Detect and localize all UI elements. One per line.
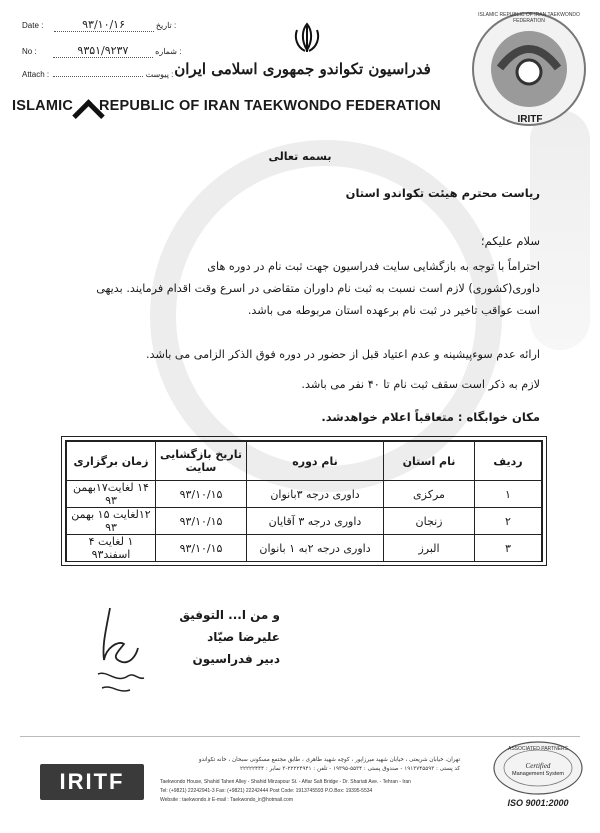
cell-row-no: ۱	[475, 481, 542, 508]
col-header-course: نام دوره	[247, 442, 384, 481]
cell-course: داوری درجه ۳بانوان	[247, 481, 384, 508]
cert-label-1: Certified	[525, 762, 551, 770]
handwritten-signature	[88, 600, 158, 700]
cell-site-opening: ۹۳/۱۰/۱۵	[156, 535, 247, 562]
paragraph-1-line-2: داوری(کشوری) لازم است نسبت به ثبت نام داوران متقاضی در اسرع وقت اقدام فرمایند. بدیهی	[96, 282, 540, 295]
recipient-line: ریاست محترم هیئت تکواندو استان	[345, 186, 540, 200]
federation-name-en-part-2: REPUBLIC OF IRAN TAEKWONDO FEDERATION	[99, 98, 441, 114]
iso-label: ISO 9001:2000	[507, 798, 569, 808]
letter-paragraph-3: لازم به ذکر است سقف ثبت نام تا ۴۰ نفر می باشد.	[301, 378, 540, 391]
cell-site-opening: ۹۳/۱۰/۱۵	[156, 508, 247, 535]
footer-address-fa-line-1: تهران، خیابان شریعتی ، خیابان شهید میرزاپور ، کوچه شهید طاهری ، طابق مجتمع مسکونی سبحان ، خانه تکواندو	[198, 757, 460, 763]
table-header-row	[67, 442, 542, 481]
number-row	[22, 44, 202, 58]
col-header-site-opening-line-2: سایت	[185, 461, 217, 474]
iran-emblem-icon	[292, 22, 322, 54]
number-label-en: No :	[22, 47, 37, 56]
paragraph-1-line-3: است عواقب تاخیر در ثبت نام برعهده استان مربوطه می باشد.	[247, 304, 540, 317]
federation-logo-icon	[470, 10, 588, 128]
courses-table-frame	[61, 436, 547, 566]
federation-logo	[470, 10, 588, 128]
table-row	[67, 508, 542, 535]
logo-ring-text: ISLAMIC REPUBLIC OF IRAN TAEKWONDO FEDERATION	[478, 12, 580, 24]
signatory-title: دبیر فدراسیون	[192, 652, 280, 666]
letter-paragraph-2: ارائه عدم سوءپیشینه و عدم اعتیاد قبل از حضور در دوره فوق الذکر الزامی می باشد.	[146, 348, 540, 361]
chevron-icon	[73, 98, 99, 112]
footer-address-en-line-3: Website : taekwondo.ir E-mail : Taekwondo_ir@hotmail.com	[160, 797, 294, 803]
col-header-site-opening	[156, 442, 247, 481]
footer-address-fa	[160, 756, 460, 774]
cell-course: داوری درجه ۲به ۱ بانوان	[247, 535, 384, 562]
federation-name-english	[12, 98, 482, 114]
footer-logo-letters: IRITF	[59, 769, 125, 794]
cell-schedule: ۱ لغایت ۴ اسفند۹۳	[67, 535, 156, 562]
cell-province: مرکزی	[384, 481, 475, 508]
attach-label-en: Attach :	[22, 70, 50, 79]
federation-name-en-part-1: ISLAMIC	[12, 98, 74, 114]
iso-certification-seal	[492, 740, 584, 810]
cert-ring-text: ASSOCIATED PARTNERS	[507, 746, 568, 752]
number-value: ۹۳۵۱/۹۲۳۷	[53, 44, 153, 58]
greeting: سلام علیکم؛	[480, 234, 540, 248]
cell-site-opening: ۹۳/۱۰/۱۵	[156, 481, 247, 508]
date-value: ۹۳/۱۰/۱۶	[54, 18, 154, 32]
federation-name-persian: فدراسیون تکواندو جمهوری اسلامی ایران	[174, 60, 431, 78]
footer-address-en-line-1: Taekwondo House, Shahid Taheri Alley - Shahid Mirzapour St. - Aftar Salt Bridge - Dr. Shariati Ave. - Tehran - Iran	[160, 779, 411, 785]
number-label-fa: شماره :	[155, 47, 182, 56]
paragraph-1-line-1: احتراماً با توجه به بازگشایی سایت فدراسیون جهت ثبت نام در دوره های	[207, 260, 540, 273]
footer-address-en-line-2: Tel: (+9821) 22242941-3 Fax: (+9821) 22242444 Post Code: 1913745593 P.O.Box: 19395-5534	[160, 788, 373, 794]
cell-course: داوری درجه ۳ آقایان	[247, 508, 384, 535]
col-header-site-opening-line-1: تاریخ بازگشایی	[159, 448, 243, 461]
footer-logo	[40, 764, 144, 800]
cell-province: البرز	[384, 535, 475, 562]
footer-divider	[20, 736, 580, 737]
footer-address-en	[160, 778, 460, 805]
table-row	[67, 481, 542, 508]
attach-label-fa: پیوست :	[145, 70, 174, 79]
signatory-name: علیرضا صیّاد	[207, 630, 280, 644]
courses-table	[66, 441, 542, 562]
logo-letters: IRITF	[517, 114, 543, 125]
letter-opening: بسمه تعالی	[268, 150, 332, 163]
col-header-schedule: زمان برگزاری	[67, 442, 156, 481]
signature-block	[140, 604, 280, 670]
attach-value	[53, 76, 143, 77]
table-row	[67, 535, 542, 562]
cell-row-no: ۲	[475, 508, 542, 535]
signature-closing: و من ا... التوفیق	[179, 608, 280, 622]
letter-paragraph-1	[40, 256, 540, 322]
footer-address-fa-line-2: کد پستی : ۱۹۱۳۷۴۵۵۹۳ - صندوق پستی : ۵۵۳۴-۱۹۳۹۵ - تلفن : ۲۲۲۲۴۹۴۱-۳ نمابر : ۲۲۲۲۲۴۴۴	[240, 766, 460, 772]
cell-row-no: ۳	[475, 535, 542, 562]
date-label-en: Date :	[22, 21, 44, 30]
dormitory-note: مکان خوابگاه : متعاقباً اعلام خواهدشد.	[321, 410, 540, 424]
cell-schedule: ۱۲لغایت ۱۵ بهمن ۹۳	[67, 508, 156, 535]
cell-schedule: ۱۴ لغایت۱۷بهمن ۹۳	[67, 481, 156, 508]
date-row	[22, 18, 202, 32]
date-label-fa: تاریخ :	[155, 21, 177, 30]
col-header-province: نام استان	[384, 442, 475, 481]
cell-province: زنجان	[384, 508, 475, 535]
cert-label-2: Management System	[512, 771, 564, 777]
col-header-row-no: ردیف	[475, 442, 542, 481]
